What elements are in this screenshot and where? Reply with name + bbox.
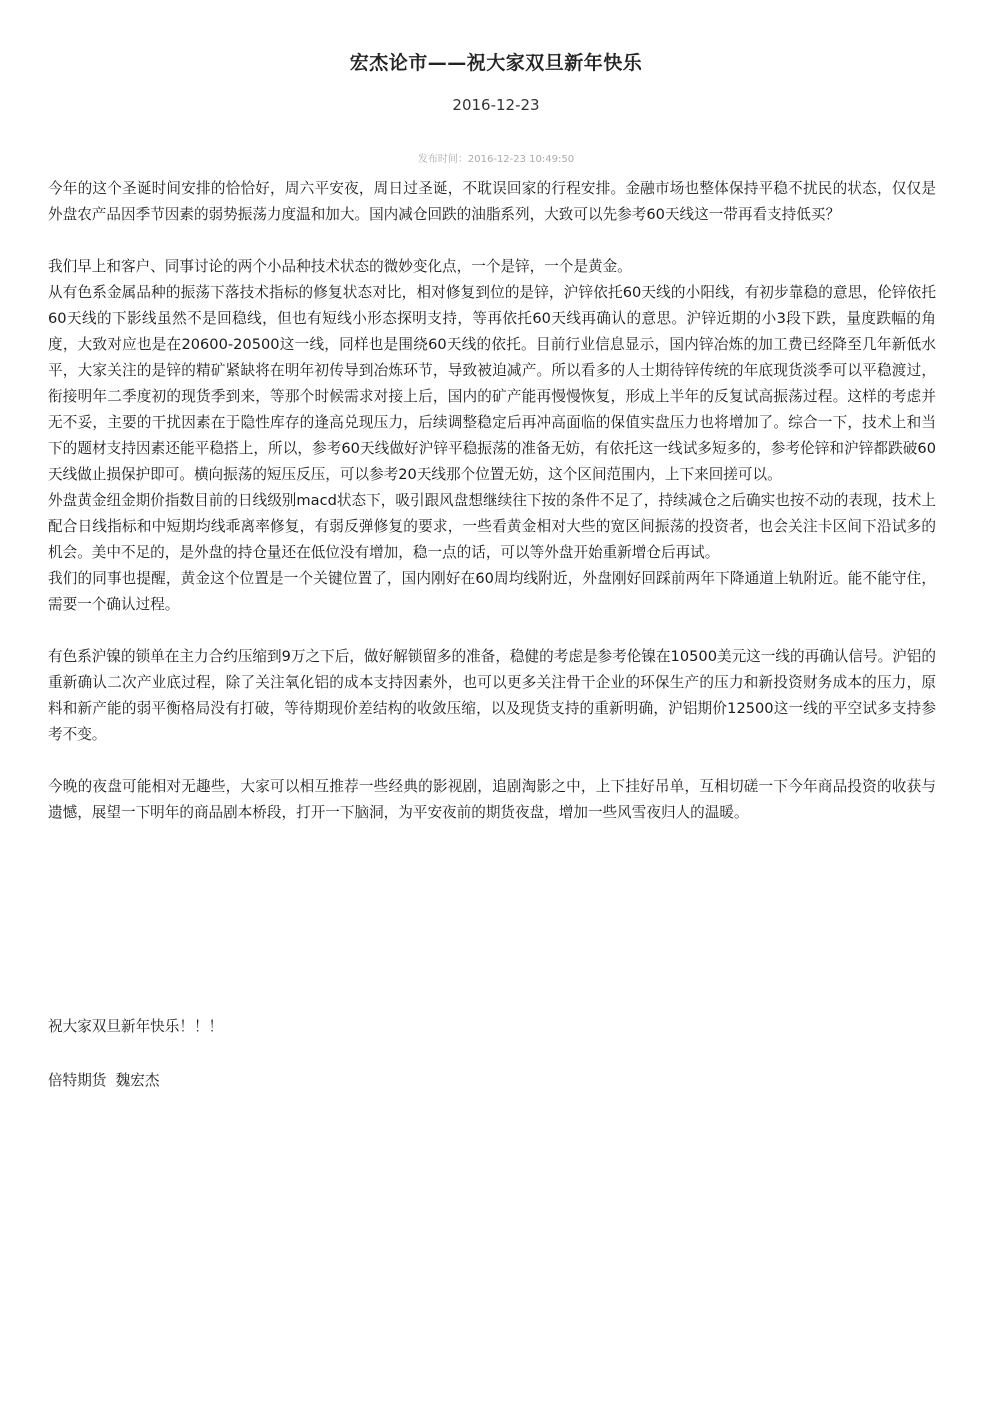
paragraph-topics: 我们早上和客户、同事讨论的两个小品种技术状态的微妙变化点，一个是锌，一个是黄金。 [48,258,632,275]
paragraph-gold: 外盘黄金纽金期价指数目前的日线级别macd状态下，吸引跟风盘想继续往下按的条件不足了，持续减仓之后确实也按不动的表现，技术上配合日线指标和中短期均线乖离率修复，有弱反弹修复的要求，一些看黄金相对大些的宽区间振荡的投资者，也会关注卡区间下沿试多的机会。美中不足的，是外盘的持仓量还在低位没有增加，稳一点的话，可以等外盘开始重新增仓后再试。 [48,492,936,561]
paragraph-gap [48,228,936,254]
paragraph-intro: 今年的这个圣诞时间安排的恰恰好，周六平安夜，周日过圣诞，不耽误回家的行程安排。金融市场也整体保持平稳不扰民的状态，仅仅是外盘农产品因季节因素的弱势振荡力度温和加大。国内减仓回跌的油脂系列，大致可以先参考60天线这一带再看支持低买？ [48,180,936,223]
paragraph-night-session: 今晚的夜盘可能相对无趣些，大家可以相互推荐一些经典的影视剧，追剧淘影之中，上下挂好吊单，互相切磋一下今年商品投资的收获与遗憾，展望一下明年的商品剧本桥段，打开一下脑洞，为平安夜前的期货夜盘，增加一些风雪夜归人的温暖。 [48,778,936,821]
signature: 倍特期货 魏宏杰 [48,1072,160,1089]
publish-time: 发布时间：2016-12-23 10:49:50 [417,154,575,165]
article-body [48,176,936,826]
paragraph-nickel-aluminum: 有色系沪镍的锁单在主力合约压缩到9万之下后，做好解锁留多的准备，稳健的考虑是参考伦镍在10500美元这一线的再确认信号。沪铝的重新确认二次产业底过程，除了关注氧化铝的成本支持因素外，也可以更多关注骨干企业的环保生产的压力和新投资财务成本的压力，原料和新产能的弱平衡格局没有打破，等待期现价差结构的收敛压缩，以及现货支持的重新明确，沪铝期价12500这一线的平空试多支持参考不变。 [48,648,936,743]
paragraph-gap [48,748,936,774]
paragraph-gap [48,618,936,644]
greeting: 祝大家双旦新年快乐！！！ [48,1018,224,1035]
paragraph-gold-key-level: 我们的同事也提醒，黄金这个位置是一个关键位置了，国内刚好在60周均线附近，外盘刚好回踩前两年下降通道上轨附近。能不能守住，需要一个确认过程。 [48,570,936,613]
paragraph-zinc: 从有色系金属品种的振荡下落技术指标的修复状态对比，相对修复到位的是锌，沪锌依托60天线的小阳线，有初步靠稳的意思，伦锌依托60天线的下影线虽然不是回稳线，但也有短线小形态探明支持，等再依托60天线再确认的意思。沪锌近期的小3段下跌，量度跌幅的角度，大致对应也是在20600-20500这一线，同样也是围绕60天线的依托。目前行业信息显示，国内锌冶炼的加工费已经降至几年新低水平，大家关注的是锌的精矿紧缺将在明年初传导到冶炼环节，导致被迫减产。所以看多的人士期待锌传统的年底现货淡季可以平稳渡过，衔接明年二季度初的现货季到来，等那个时候需求对接上后，国内的矿产能再慢慢恢复，形成上半年的反复试高振荡过程。这样的考虑并无不妥，主要的干扰因素在于隐性库存的逢高兑现压力，后续调整稳定后再冲高面临的保值实盘压力也将增加了。综合一下，技术上和当下的题材支持因素还能平稳搭上，所以，参考60天线做好沪锌平稳振荡的准备无妨，有依托这一线试多短多的，参考伦锌和沪锌都跌破60天线做止损保护即可。横向振荡的短压反压，可以参考20天线那个位置无妨，这个区间范围内，上下来回搓可以。 [48,284,936,483]
article-date: 2016-12-23 [452,96,540,114]
article-title: 宏杰论市——祝大家双旦新年快乐 [349,52,643,74]
